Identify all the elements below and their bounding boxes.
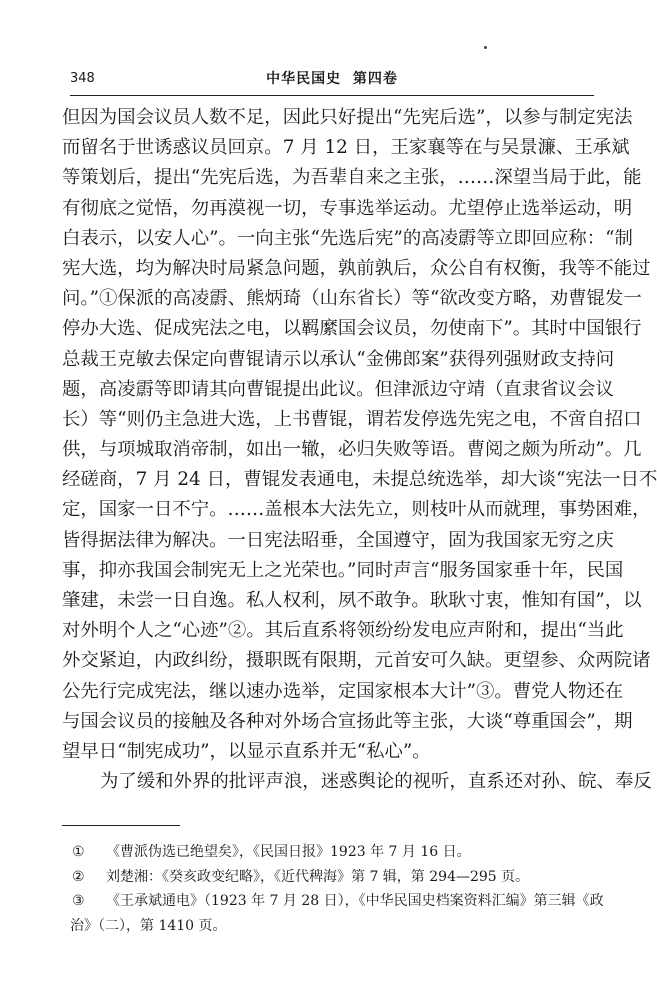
body-line: 公先行完成宪法，继以速办选举，定国家根本大计”③。曹党人物还在 bbox=[62, 680, 624, 702]
body-line: 题，高凌霨等即请其向曹锟提出此议。但津派边守靖（直隶省议会议 bbox=[62, 378, 614, 400]
page-number: 348 bbox=[70, 71, 95, 86]
footnote-marker: ② bbox=[72, 868, 85, 885]
body-line: 对外明个人之“心迹”②。其后直系将领纷纷发电应声附和，提出“当此 bbox=[62, 620, 624, 642]
body-line: 供，与项城取消帝制，如出一辙，必归失败等语。曹阅之颇为所动”。几 bbox=[62, 439, 642, 461]
body-line: 停办大选、促成宪法之电，以羁縻国会议员，勿使南下”。其时中国银行 bbox=[62, 318, 642, 340]
page-header bbox=[70, 68, 594, 90]
body-line: 望早日“制宪成功”，以显示直系并无“私心”。 bbox=[62, 740, 431, 762]
footnote-text: 刘楚湘：《癸亥政变纪略》，《近代稗海》第 7 辑，第 294—295 页。 bbox=[106, 868, 530, 885]
body-line: 问。”①保派的高凌霨、熊炳琦（山东省长）等“欲改变方略，劝曹锟发一 bbox=[62, 288, 642, 310]
footnote-rule bbox=[62, 825, 180, 826]
footnote-3-continuation: 治》（二），第 1410 页。 bbox=[70, 917, 227, 934]
footnotes bbox=[70, 840, 604, 938]
footnote-3 bbox=[70, 889, 604, 914]
body-line: 经磋商，7 月 24 日，曹锟发表通电，未提总统选举，却大谈“宪法一日不 bbox=[62, 469, 657, 491]
body-line: 但因为国会议员人数不足，因此只好提出“先宪后选”，以参与制定宪法 bbox=[62, 107, 633, 128]
body-line: 外交紧迫，内政纠纷，摄职既有限期，元首安可久缺。更望参、众两院诸 bbox=[62, 650, 651, 672]
footnote-marker: ① bbox=[72, 844, 85, 860]
footnote-text: 《王承斌通电》（1923 年 7 月 28 日），《中华民国史档案资料汇编》第三辑《政 bbox=[106, 893, 604, 909]
paragraph-start-line: 为了缓和外界的批评声浪，迷惑舆论的视听，直系还对孙、皖、奉反 bbox=[100, 771, 652, 793]
body-line: 有彻底之觉悟，勿再漠视一切，专事选举运动。尤望停止选举运动，明 bbox=[62, 197, 633, 219]
body-line: 皆得据法律为解决。一日宪法昭垂，全国遵守，固为我国家无穷之庆 bbox=[62, 529, 614, 551]
scan-speck bbox=[484, 46, 487, 49]
body-line: 总裁王克敏去保定向曹锟请示以承认“金佛郎案”获得列强财政支持问 bbox=[62, 348, 615, 370]
footnote-marker: ③ bbox=[72, 893, 85, 909]
body-line: 白表示，以安人心”。一向主张“先选后宪”的高凌霨等立即回应称：“制 bbox=[62, 227, 633, 249]
body-line: 与国会议员的接触及各种对外场合宣扬此等主张，大谈“尊重国会”，期 bbox=[62, 710, 633, 732]
body-line: 而留名于世诱惑议员回京。7 月 12 日，王家襄等在与吴景濂、王承斌 bbox=[62, 137, 630, 159]
body-line: 宪大选，均为解决时局紧急问题，孰前孰后，众公自有权衡，我等不能过 bbox=[62, 257, 651, 279]
body-line: 事，抑亦我国会制宪无上之光荣也。”同时声言“服务国家垂十年，民国 bbox=[62, 559, 624, 581]
body-line: 等策划后，提出“先宪后选，为吾辈自来之主张，……深望当局于此，能 bbox=[62, 167, 642, 189]
body-text bbox=[62, 103, 657, 797]
header-rule bbox=[70, 95, 594, 96]
footnote-1 bbox=[70, 840, 596, 865]
body-line: 肇建，未尝一日自逸。私人权利，夙不敢争。耿耿寸衷，惟知有国”，以 bbox=[62, 590, 642, 611]
running-title: 中华民国史 第四卷 bbox=[266, 71, 398, 87]
footnote-text: 《曹派伪选已绝望矣》，《民国日报》1923 年 7 月 16 日。 bbox=[106, 844, 471, 860]
footnote-2 bbox=[70, 865, 596, 890]
body-line: 定，国家一日不宁。……盖根本大法先立，则枝叶从而就理，事势困难， bbox=[62, 499, 651, 521]
body-line: 长）等“则仍主急进大选，上书曹锟，谓若发停选先宪之电，不啻自招口 bbox=[62, 408, 642, 430]
